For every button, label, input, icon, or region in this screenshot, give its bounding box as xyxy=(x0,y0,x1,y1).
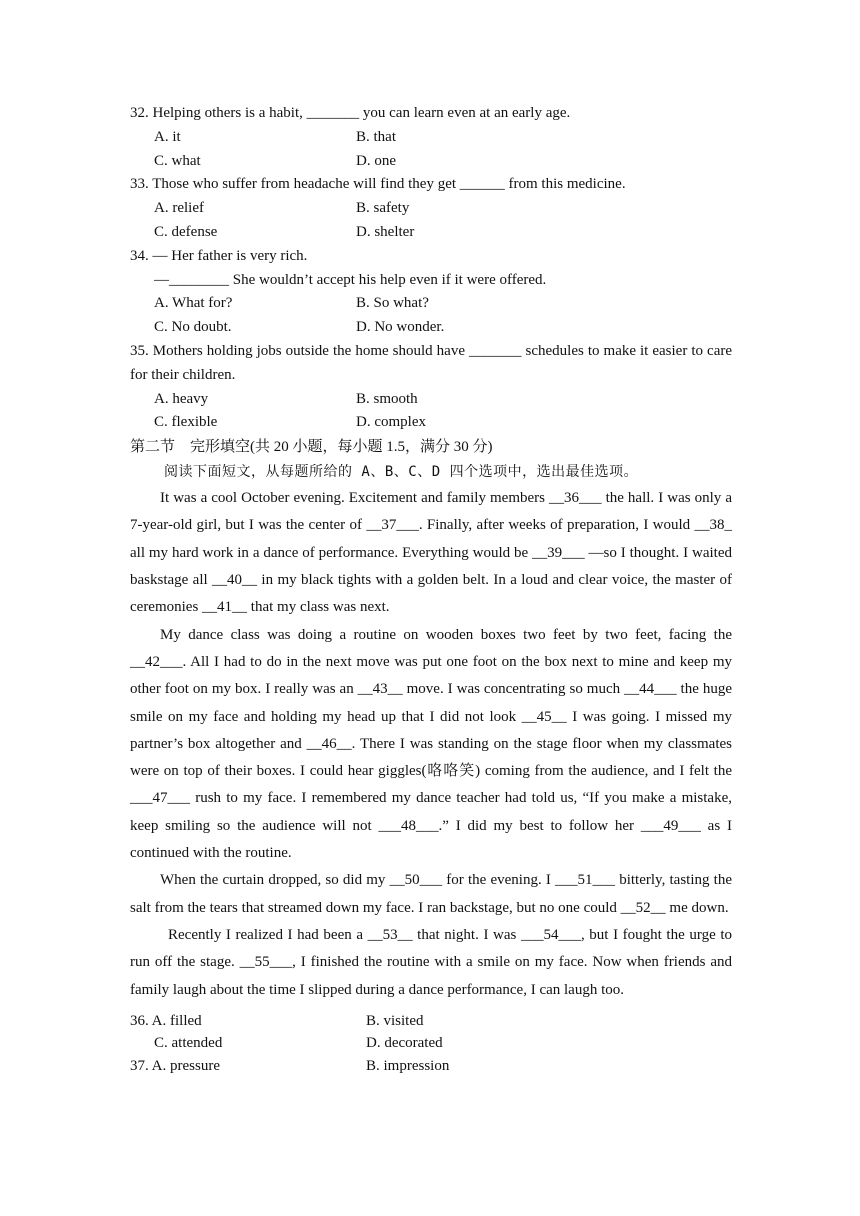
passage-paragraph: It was a cool October evening. Excitement and family members __36___ the hall. I was only a 7-year-old girl, but I was the center of __37___. Finally, after weeks of preparation, I would __38_ all my hard work in a dance of performance. Everything would be __39___ —so I thought. I waited baskstage all __40__ in my black tights with a golden belt. In a loud and clear voice, the master of ceremonies __41__ that my class was next. xyxy=(130,490,732,616)
question-35-options-row-1 xyxy=(130,388,732,412)
option: B. So what? xyxy=(356,295,429,312)
question-32-stem: 32. Helping others is a habit, _______ you can learn even at an early age. xyxy=(130,105,571,121)
question-32-options-row-1 xyxy=(130,126,732,150)
option: C. what xyxy=(154,152,201,169)
option: B. that xyxy=(356,128,396,145)
option: 36. A. filled xyxy=(130,1012,202,1029)
option: B. safety xyxy=(356,200,410,217)
question-35-stem: 35. Mothers holding jobs outside the home should have _______ schedules to make it easier to care for their children. xyxy=(130,342,732,383)
answer-options xyxy=(130,1010,732,1078)
option: A. relief xyxy=(154,200,204,217)
answer-row xyxy=(130,1055,732,1078)
option: A. it xyxy=(154,128,181,145)
option: A. heavy xyxy=(154,390,209,407)
section-title: 第二节 完形填空(共 20 小题，每小题 1.5，满分 30 分) xyxy=(130,439,493,456)
option: B. smooth xyxy=(356,390,418,407)
question-34-options-row-2 xyxy=(130,316,732,340)
passage-paragraph: When the curtain dropped, so did my __50___ for the evening. I ___51___ bitterly, tasting the salt from the tears that streamed down my face. I ran backstage, but no one could __52__ me down. xyxy=(130,872,732,916)
question-33-options-row-1 xyxy=(130,197,732,221)
answer-row xyxy=(130,1032,732,1055)
option: D. shelter xyxy=(356,223,415,240)
option: C. No doubt. xyxy=(154,319,232,336)
option: D. one xyxy=(356,152,396,169)
question-34-stem-reply: —________ She wouldn’t accept his help even if it were offered. xyxy=(154,271,547,288)
option: D. No wonder. xyxy=(356,319,445,336)
question-34-stem: 34. — Her father is very rich. xyxy=(130,247,308,264)
answer-row xyxy=(130,1010,732,1033)
question-35-options-row-2 xyxy=(130,411,732,435)
section-instruction: 阅读下面短文，从每题所给的 A、B、C、D 四个选项中，选出最佳选项。 xyxy=(164,464,639,481)
question-32-options-row-2 xyxy=(130,150,732,174)
option: C. flexible xyxy=(154,414,218,431)
option: C. defense xyxy=(154,223,218,240)
option: B. impression xyxy=(366,1057,450,1074)
exam-page xyxy=(130,102,732,1077)
passage-paragraph: Recently I realized I had been a __53__ that night. I was ___54___, but I fought the urge to run off the stage. __55___, I finished the routine with a smile on my face. Now when friends and family laugh about the time I slipped during a dance performance, I can laugh too. xyxy=(130,926,732,998)
option: B. visited xyxy=(366,1012,424,1029)
option: A. What for? xyxy=(154,295,233,312)
option: D. decorated xyxy=(366,1035,443,1052)
question-33-stem: 33. Those who suffer from headache will find they get ______ from this medicine. xyxy=(130,176,626,193)
option: C. attended xyxy=(154,1035,223,1052)
question-33-options-row-2 xyxy=(130,221,732,245)
passage-paragraph: My dance class was doing a routine on wooden boxes two feet by two feet, facing the __42___. All I had to do in the next move was put one foot on the box next to mine and keep my other foot on my box. I really was an __43__ move. I was concentrating so much __44___ the huge smile on my face and holding my head up that I did not look __45__ I was going. I missed my partner’s box altogether and __46__. There I was standing on the stage floor when my classmates were on top of their boxes. I could hear giggles(咯咯笑) coming from the audience, and I felt the ___47___ rush to my face. I remembered my dance teacher had told us, “If you make a mistake, keep smiling so the audience will not ___48___.” I did my best to follow her ___49___ as I continued with the routine. xyxy=(130,626,732,862)
question-34-options-row-1 xyxy=(130,292,732,316)
option: D. complex xyxy=(356,414,426,431)
option: 37. A. pressure xyxy=(130,1057,220,1074)
